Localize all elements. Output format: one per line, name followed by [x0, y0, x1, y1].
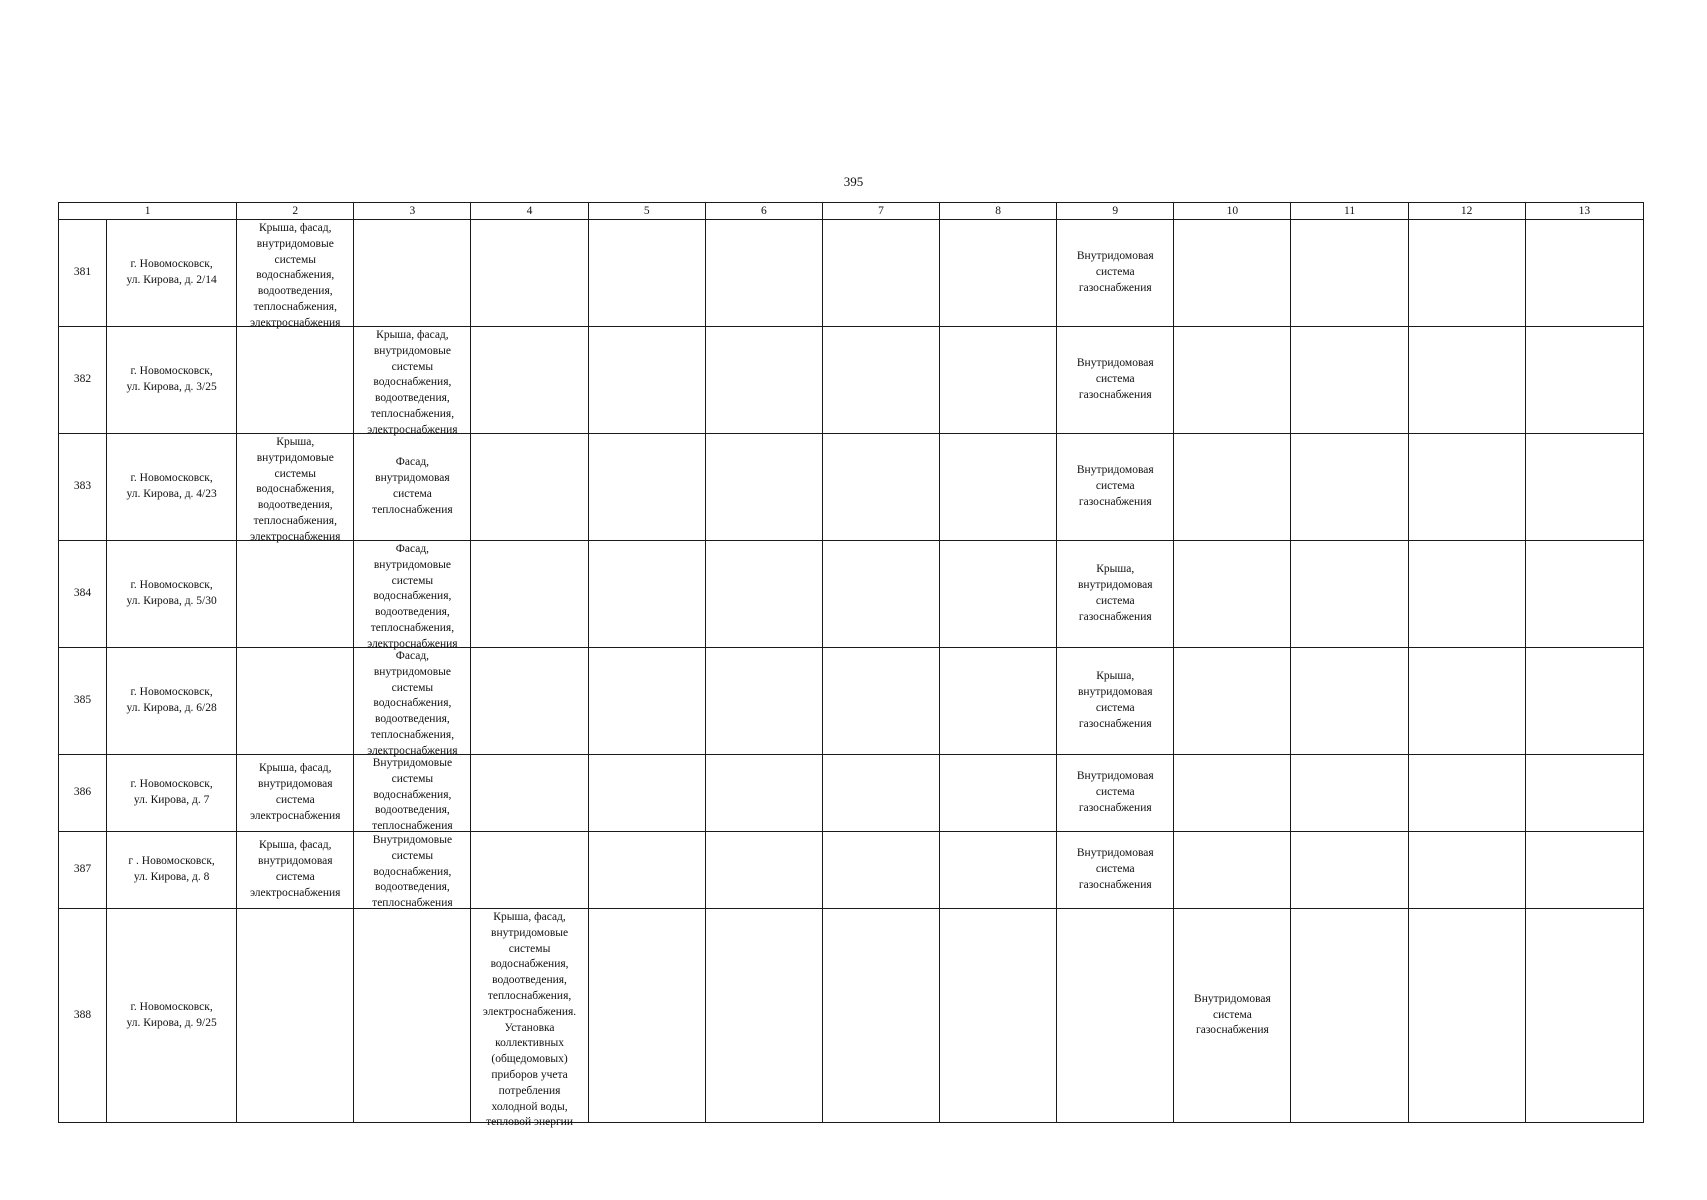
work-type-text: Крыша, внутридомовые системы водоснабжения, водоотведения, теплоснабжения, электроснабжения: [250, 436, 341, 543]
work-type-cell: [822, 755, 939, 832]
work-type-cell: [1525, 541, 1643, 648]
work-type-cell: [1291, 755, 1408, 832]
work-type-cell: [1174, 755, 1291, 832]
work-type-text: Крыша, фасад, внутридомовые системы водоснабжения, водоотведения, теплоснабжения, электроснабжения. Установка коллективных (общедомовых) приборов учета потребления холодной воды, тепловой энергии: [482, 911, 577, 1129]
work-type-cell: [705, 327, 822, 434]
row-number-cell: [59, 648, 107, 755]
column-header: 10: [1174, 203, 1291, 220]
work-type-cell: [1057, 755, 1174, 832]
work-type-cell: [1408, 755, 1525, 832]
repair-schedule-table: [58, 202, 1644, 1129]
address-cell: [107, 220, 237, 327]
row-number: 388: [73, 1008, 92, 1021]
address-cell: [107, 909, 237, 1123]
row-number-cell: [59, 327, 107, 434]
work-type-cell: [1408, 909, 1525, 1123]
address-cell: [107, 648, 237, 755]
work-type-text: Внутридомовая система газоснабжения: [1076, 770, 1154, 814]
work-type-text: Крыша, фасад, внутридомовые системы водоснабжения, водоотведения, теплоснабжения, электроснабжения: [367, 329, 458, 436]
work-type-text: Крыша, внутридомовая система газоснабжения: [1078, 670, 1153, 730]
address-cell: [107, 434, 237, 541]
work-type-text: Фасад, внутридомовые системы водоснабжения, водоотведения, теплоснабжения, электроснабжения: [367, 650, 458, 757]
work-type-cell: [354, 648, 471, 755]
work-type-cell: [705, 832, 822, 909]
table-row: [59, 434, 1644, 541]
column-header: 9: [1057, 203, 1174, 220]
work-type-cell: [354, 327, 471, 434]
work-type-cell: [1525, 755, 1643, 832]
work-type-cell: [705, 220, 822, 327]
work-type-cell: [237, 327, 354, 434]
table-row: [59, 220, 1644, 327]
work-type-cell: [1057, 648, 1174, 755]
work-type-cell: [1174, 909, 1291, 1123]
table-row: [59, 648, 1644, 755]
work-type-cell: [1174, 220, 1291, 327]
row-number: 382: [73, 373, 92, 386]
address-text: г. Новомосковск, ул. Кирова, д. 4/23: [126, 472, 217, 500]
column-number-header: [59, 203, 1644, 220]
work-type-cell: [822, 327, 939, 434]
work-type-cell: [1525, 434, 1643, 541]
work-type-cell: [471, 909, 588, 1129]
work-type-cell: [1408, 648, 1525, 755]
work-type-cell: [822, 909, 939, 1123]
work-type-cell: [471, 220, 588, 327]
table-row: [59, 909, 1644, 1123]
work-type-text: Внутридомовая система газоснабжения: [1076, 357, 1154, 401]
work-type-cell: [237, 220, 354, 327]
work-type-cell: [1408, 541, 1525, 648]
work-type-cell: [940, 541, 1057, 648]
column-header: 11: [1291, 203, 1408, 220]
table-row: [59, 755, 1644, 832]
address-text: г. Новомосковск, ул. Кирова, д. 3/25: [126, 365, 217, 393]
row-number-cell: [59, 541, 107, 648]
work-type-cell: [588, 909, 705, 1123]
work-type-cell: [1174, 648, 1291, 755]
table-row: [59, 832, 1644, 909]
row-number-cell: [59, 755, 107, 832]
work-type-cell: [588, 434, 705, 541]
row-number: 381: [73, 266, 92, 279]
work-type-cell: [1174, 832, 1291, 909]
row-number-cell: [59, 434, 107, 541]
address-text: г. Новомосковск, ул. Кирова, д. 5/30: [126, 579, 217, 607]
work-type-cell: [354, 832, 471, 909]
work-type-cell: [1057, 220, 1174, 327]
work-type-cell: [354, 434, 471, 541]
work-type-cell: [588, 327, 705, 434]
address-text: г. Новомосковск, ул. Кирова, д. 9/25: [126, 1000, 217, 1029]
row-number-cell: [59, 832, 107, 909]
row-number: 385: [73, 694, 92, 707]
row-number: 383: [73, 480, 92, 493]
work-type-text: Внутридомовая система газоснабжения: [1076, 250, 1154, 294]
work-type-cell: [705, 648, 822, 755]
work-type-cell: [1525, 832, 1643, 909]
work-type-cell: [1291, 648, 1408, 755]
work-type-cell: [1525, 648, 1643, 755]
address-text: г. Новомосковск, ул. Кирова, д. 2/14: [126, 258, 217, 286]
work-type-cell: [1408, 327, 1525, 434]
address-cell: [107, 832, 237, 909]
work-type-text: Внутридомовая система газоснабжения: [1076, 464, 1154, 508]
work-type-cell: [822, 541, 939, 648]
work-type-cell: [705, 909, 822, 1123]
work-type-cell: [471, 755, 588, 832]
work-type-cell: [940, 648, 1057, 755]
work-type-cell: [1057, 909, 1174, 1123]
work-type-cell: [940, 909, 1057, 1123]
address-cell: [107, 541, 237, 648]
column-header: 2: [237, 203, 354, 220]
work-type-cell: [237, 832, 354, 909]
row-number-cell: [59, 220, 107, 327]
page-number: 395: [843, 174, 864, 189]
work-type-cell: [237, 648, 354, 755]
work-type-cell: [1057, 832, 1174, 909]
work-type-cell: [471, 327, 588, 434]
address-text: г . Новомосковск, ул. Кирова, д. 8: [128, 855, 215, 883]
column-header: 12: [1408, 203, 1525, 220]
work-type-cell: [1525, 909, 1643, 1123]
work-type-cell: [940, 220, 1057, 327]
work-type-text: Крыша, фасад, внутридомовая система электроснабжения: [250, 839, 341, 899]
table-row: [59, 541, 1644, 648]
work-type-cell: [705, 541, 822, 648]
work-type-cell: [1174, 434, 1291, 541]
work-type-cell: [354, 755, 471, 832]
column-header: 6: [705, 203, 822, 220]
column-header: 3: [354, 203, 471, 220]
work-type-cell: [1057, 327, 1174, 434]
work-type-cell: [237, 434, 354, 541]
work-type-cell: [705, 434, 822, 541]
column-header: 4: [471, 203, 588, 220]
work-type-cell: [1174, 327, 1291, 434]
work-type-cell: [1291, 434, 1408, 541]
work-type-cell: [237, 541, 354, 648]
column-header: 1: [59, 203, 237, 220]
address-text: г. Новомосковск, ул. Кирова, д. 6/28: [126, 686, 217, 714]
work-type-cell: [588, 832, 705, 909]
address-cell: [107, 327, 237, 434]
work-type-cell: [1057, 434, 1174, 541]
work-type-text: Внутридомовые системы водоснабжения, водоотведения, теплоснабжения: [372, 757, 453, 833]
work-type-cell: [1174, 541, 1291, 648]
work-type-text: Фасад, внутридомовая система теплоснабжения: [372, 456, 453, 516]
work-type-cell: [1291, 832, 1408, 909]
work-type-text: Крыша, внутридомовая система газоснабжения: [1078, 563, 1153, 623]
work-type-cell: [822, 220, 939, 327]
work-type-text: Внутридомовая система газоснабжения: [1194, 992, 1271, 1037]
row-number: 386: [73, 786, 92, 799]
work-type-cell: [588, 541, 705, 648]
column-header: 7: [822, 203, 939, 220]
work-type-text: Крыша, фасад, внутридомовая система электроснабжения: [250, 762, 341, 822]
work-type-cell: [1291, 541, 1408, 648]
work-type-cell: [1057, 541, 1174, 648]
work-type-cell: [940, 434, 1057, 541]
work-type-cell: [1408, 832, 1525, 909]
work-type-cell: [822, 832, 939, 909]
work-type-cell: [588, 648, 705, 755]
work-type-cell: [354, 909, 471, 1123]
work-type-cell: [1291, 220, 1408, 327]
work-type-cell: [705, 755, 822, 832]
work-type-cell: [471, 648, 588, 755]
work-type-cell: [354, 220, 471, 327]
work-type-cell: [940, 327, 1057, 434]
work-type-cell: [822, 648, 939, 755]
work-type-text: Внутридомовая система газоснабжения: [1076, 847, 1154, 891]
work-type-cell: [1408, 220, 1525, 327]
address-cell: [107, 755, 237, 832]
work-type-cell: [471, 541, 588, 648]
work-type-cell: [1525, 220, 1643, 327]
row-number: 387: [73, 863, 92, 876]
row-number: 384: [73, 587, 92, 600]
work-type-cell: [940, 755, 1057, 832]
work-type-cell: [471, 434, 588, 541]
work-type-cell: [822, 434, 939, 541]
table-row: [59, 327, 1644, 434]
work-type-cell: [588, 220, 705, 327]
column-header: 5: [588, 203, 705, 220]
work-type-text: Внутридомовые системы водоснабжения, водоотведения, теплоснабжения: [372, 834, 453, 910]
work-type-cell: [1408, 434, 1525, 541]
work-type-cell: [1291, 327, 1408, 434]
work-type-cell: [1525, 327, 1643, 434]
work-type-cell: [588, 755, 705, 832]
column-header: 13: [1525, 203, 1643, 220]
work-type-text: Крыша, фасад, внутридомовые системы водоснабжения, водоотведения, теплоснабжения, электроснабжения: [250, 222, 341, 329]
work-type-cell: [237, 909, 354, 1123]
address-text: г. Новомосковск, ул. Кирова, д. 7: [130, 778, 213, 806]
work-type-cell: [940, 832, 1057, 909]
work-type-cell: [237, 755, 354, 832]
column-header: 8: [940, 203, 1057, 220]
work-type-cell: [471, 832, 588, 909]
row-number-cell: [59, 909, 107, 1123]
work-type-text: Фасад, внутридомовые системы водоснабжения, водоотведения, теплоснабжения, электроснабжения: [367, 543, 458, 650]
work-type-cell: [354, 541, 471, 648]
work-type-cell: [1291, 909, 1408, 1123]
